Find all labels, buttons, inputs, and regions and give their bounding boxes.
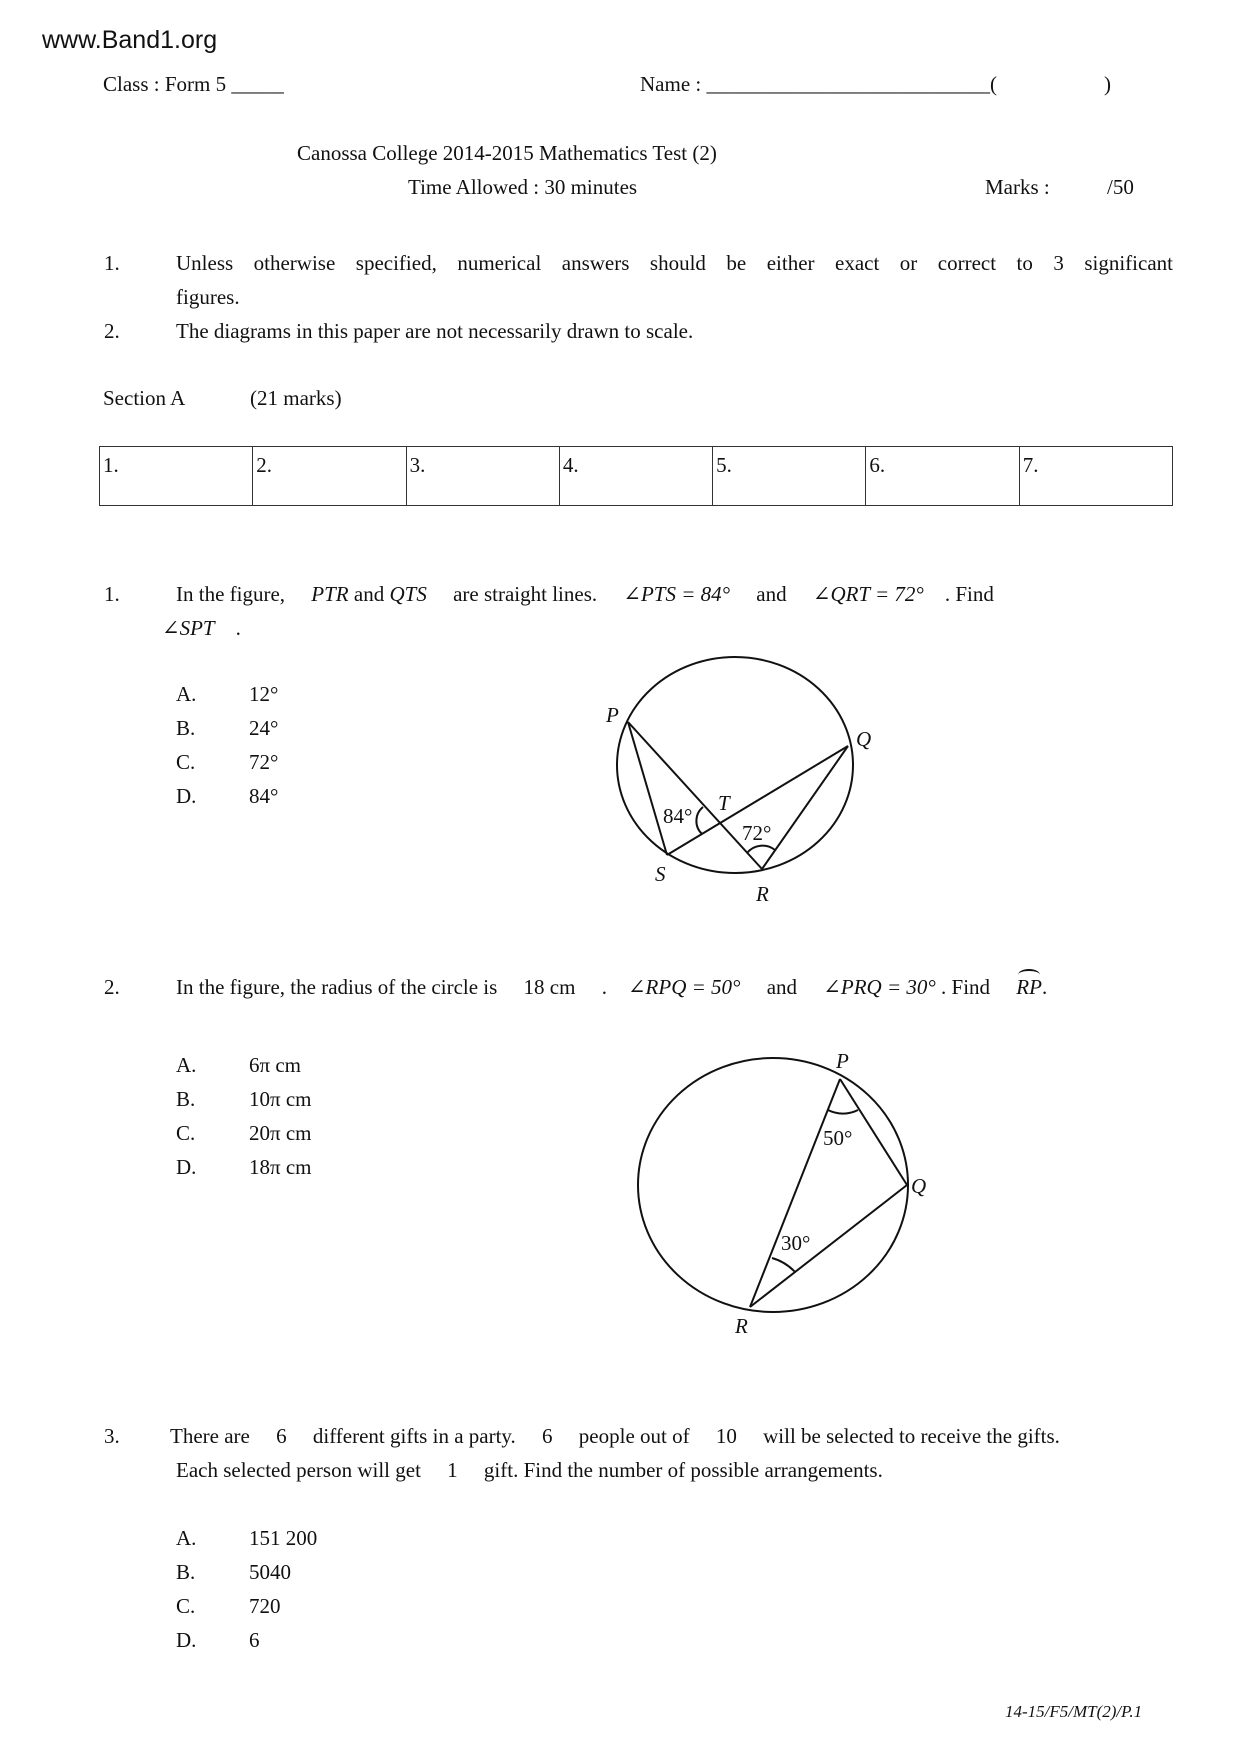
name-field-close: ) (1104, 72, 1111, 96)
q-text: Each selected person will get (176, 1458, 421, 1482)
section-marks: (21 marks) (250, 386, 342, 410)
page-footer-code: 14-15/F5/MT(2)/P.1 (1005, 1702, 1143, 1721)
option-a-value[interactable]: 151 200 (249, 1526, 318, 1550)
question-number: 2. (104, 975, 120, 999)
class-field-label: Class : Form 5 _____ (103, 72, 284, 96)
q-value: 10 (715, 1424, 737, 1448)
time-allowed: Time Allowed : 30 minutes (408, 175, 638, 199)
q-text: different gifts in a party. (312, 1424, 516, 1448)
q-value: 1 (447, 1458, 458, 1482)
q-math: ∠SPT (162, 616, 215, 640)
q-text: . Find (944, 582, 994, 606)
option-d-letter[interactable]: D. (176, 1628, 197, 1652)
q-text: and (766, 975, 798, 999)
option-d-value[interactable]: 18π cm (249, 1155, 312, 1179)
q-value: 6 (276, 1424, 287, 1448)
answer-box-6[interactable]: 6. (866, 447, 1019, 506)
option-b-letter[interactable]: B. (176, 716, 196, 740)
option-b-letter[interactable]: B. (176, 1087, 196, 1111)
option-d-value[interactable]: 84° (249, 784, 279, 808)
option-a-value[interactable]: 6π cm (249, 1053, 302, 1077)
answer-box-4[interactable]: 4. (559, 447, 712, 506)
angle-label-prq: 30° (781, 1231, 811, 1255)
arc-rp: RP (1016, 975, 1042, 999)
q-text: . (601, 975, 607, 999)
section-title: Section A (103, 386, 186, 410)
option-c-letter[interactable]: C. (176, 1121, 196, 1145)
question-number: 3. (104, 1424, 120, 1448)
angle-arc-prq (772, 1258, 795, 1272)
answer-box-5[interactable]: 5. (713, 447, 866, 506)
circle (638, 1058, 908, 1312)
angle-label-rpq: 50° (823, 1126, 853, 1150)
option-a-letter[interactable]: A. (176, 682, 197, 706)
option-c-value[interactable]: 720 (249, 1594, 281, 1618)
point-label-p: P (836, 1049, 849, 1073)
q-math: ∠QRT = 72° (812, 582, 924, 606)
answer-box-2[interactable]: 2. (253, 447, 406, 506)
question-number: 1. (104, 582, 120, 606)
answer-box-1[interactable]: 1. (100, 447, 253, 506)
answer-box-7[interactable]: 7. (1019, 447, 1172, 506)
q-text: people out of (578, 1424, 690, 1448)
option-a-value[interactable]: 12° (249, 682, 279, 706)
instruction-text: Unless otherwise specified, numerical answers should be either exact or correct to 3 significant (176, 251, 1173, 275)
q-math: ∠PRQ = 30° (823, 975, 936, 999)
q-math: ∠PTS = 84° (623, 582, 731, 606)
point-label-q: Q (856, 727, 872, 751)
option-d-letter[interactable]: D. (176, 1155, 197, 1179)
instruction-text: The diagrams in this paper are not necessarily drawn to scale. (176, 319, 694, 343)
question-text (170, 1424, 1060, 1449)
q-text: gift. Find the number of possible arrangements. (483, 1458, 883, 1482)
option-b-value[interactable]: 10π cm (249, 1087, 312, 1111)
point-label-q: Q (911, 1174, 927, 1198)
q-value: 18 cm (523, 975, 576, 999)
point-label-r: R (735, 1314, 748, 1338)
watermark: www.Band1.org (42, 26, 218, 54)
marks-label: Marks : (985, 175, 1050, 199)
instruction-number: 2. (104, 319, 120, 343)
name-field-label: Name : ___________________________( (640, 72, 997, 96)
option-c-value[interactable]: 72° (249, 750, 279, 774)
point-label-s: S (655, 862, 666, 886)
option-b-value[interactable]: 5040 (249, 1560, 291, 1584)
point-label-r: R (756, 882, 769, 906)
angle-label-pts: 84° (663, 804, 693, 828)
q-text: There are (170, 1424, 250, 1448)
test-title: Canossa College 2014-2015 Mathematics Test (2) (297, 141, 717, 165)
angle-label-qrt: 72° (742, 821, 772, 845)
option-c-letter[interactable]: C. (176, 1594, 196, 1618)
option-c-letter[interactable]: C. (176, 750, 196, 774)
option-d-letter[interactable]: D. (176, 784, 197, 808)
q-text: In the figure, (176, 582, 286, 606)
option-c-value[interactable]: 20π cm (249, 1121, 312, 1145)
option-a-letter[interactable]: A. (176, 1526, 197, 1550)
point-label-p: P (606, 703, 619, 727)
point-label-t: T (718, 791, 730, 815)
q-math: QTS (389, 582, 427, 606)
q-math: PTR (311, 582, 349, 606)
instruction-number: 1. (104, 251, 120, 275)
q-text: In the figure, the radius of the circle is (176, 975, 498, 999)
question-text-cont (176, 1458, 883, 1483)
q-text: and (756, 582, 787, 606)
option-d-value[interactable]: 6 (249, 1628, 260, 1652)
option-b-value[interactable]: 24° (249, 716, 279, 740)
q-text: and (353, 582, 385, 606)
q-value: 6 (542, 1424, 553, 1448)
instruction-text-cont: figures. (176, 285, 240, 309)
q-text: will be selected to receive the gifts. (763, 1424, 1060, 1448)
option-a-letter[interactable]: A. (176, 1053, 197, 1077)
q-text: . Find (941, 975, 991, 999)
option-b-letter[interactable]: B. (176, 1560, 196, 1584)
q-text: . (235, 616, 241, 640)
q-text: are straight lines. (453, 582, 598, 606)
angle-arc-rpq (828, 1110, 858, 1114)
q-text: . (1041, 975, 1048, 999)
marks-total: /50 (1107, 175, 1134, 199)
q-math: ∠RPQ = 50° (627, 975, 741, 999)
answer-box-3[interactable]: 3. (406, 447, 559, 506)
